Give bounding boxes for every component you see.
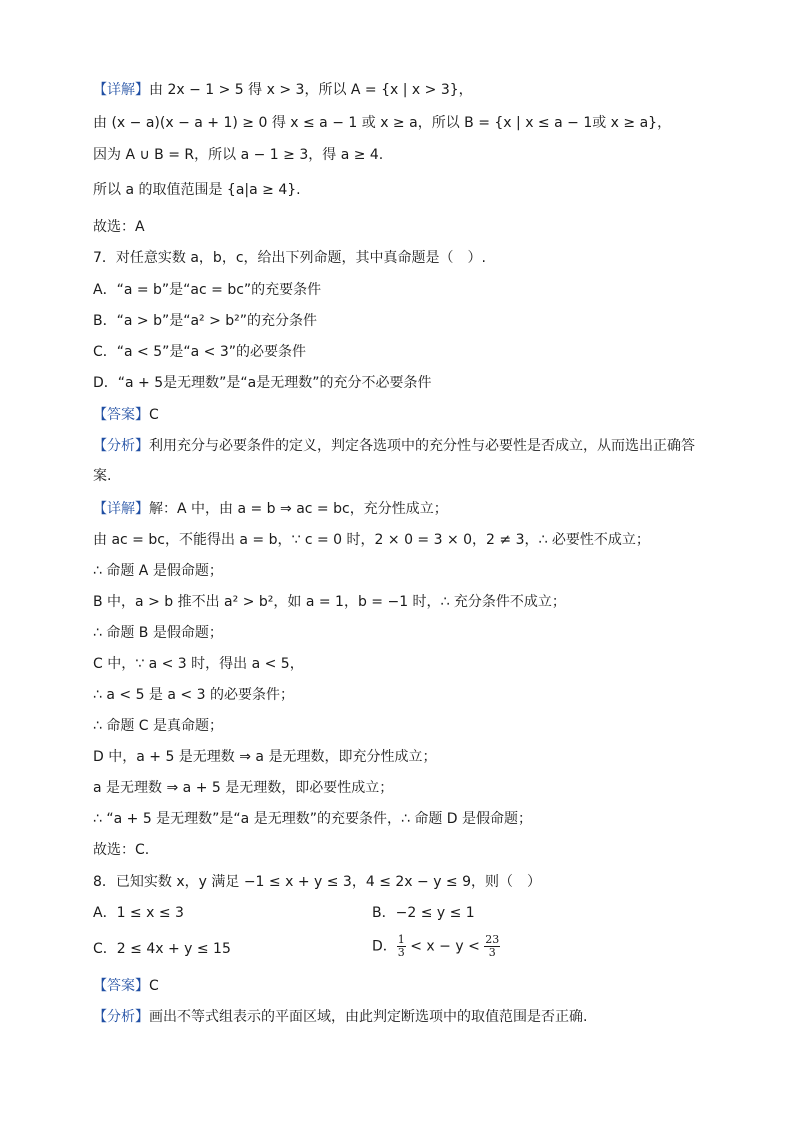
line-text: 故选：C. — [93, 842, 150, 858]
line-text: 解：A 中，由 a = b ⇒ ac = bc，充分性成立； — [149, 501, 448, 517]
question-7-option-c — [93, 342, 306, 362]
question-7-stem — [93, 248, 486, 268]
section-tag: 【详解】 — [93, 501, 149, 517]
detail-line-11 — [93, 809, 532, 829]
line-text: C 中，∵ a < 3 时，得出 a < 5， — [93, 656, 304, 672]
line-text: 画出不等式组表示的平面区域，由此判定断选项中的取值范围是否正确. — [149, 1009, 588, 1025]
answer-line — [93, 405, 159, 425]
line-text: C — [149, 978, 159, 994]
detail-line-1 — [93, 499, 448, 519]
fraction-numerator: 23 — [485, 933, 500, 946]
solution-line-4 — [93, 180, 301, 200]
line-text: A．1 ≤ x ≤ 3 — [93, 905, 184, 921]
solution-line-1 — [93, 80, 473, 100]
detail-line-12 — [93, 840, 149, 860]
detail-line-5 — [93, 623, 223, 643]
detail-line-10 — [93, 778, 393, 798]
solution-line-3 — [93, 145, 383, 165]
question-7-option-d — [93, 373, 432, 393]
line-text: ∴ “a + 5 是无理数”是“a 是无理数”的充要条件，∴ 命题 D 是假命题； — [93, 811, 533, 827]
detail-line-4 — [93, 592, 566, 612]
section-tag: 【分析】 — [93, 438, 149, 454]
line-text: 因为 A ∪ B = R，所以 a − 1 ≥ 3，得 a ≥ 4. — [93, 147, 384, 163]
detail-line-3 — [93, 561, 223, 581]
answer-choice-line — [93, 217, 145, 237]
line-text: ∴ a < 5 是 a < 3 的必要条件； — [93, 687, 294, 703]
line-text: B 中，a > b 推不出 a² > b²，如 a = 1，b = −1 时，∴ 充分条件不成立； — [93, 594, 566, 610]
question-8-stem — [93, 872, 541, 892]
detail-line-7 — [93, 685, 294, 705]
fraction-twentythree-thirds — [484, 934, 500, 959]
analysis-line-8 — [93, 1007, 587, 1027]
line-text: C．“a < 5”是“a < 3”的必要条件 — [93, 344, 307, 360]
line-text: a 是无理数 ⇒ a + 5 是无理数，即必要性成立； — [93, 780, 394, 796]
solution-line-2 — [93, 113, 671, 133]
line-text: C — [149, 407, 159, 423]
line-text: B．“a > b”是“a² > b²”的充分条件 — [93, 313, 318, 329]
line-text: 所以 a 的取值范围是 {a|a ≥ 4}. — [93, 182, 301, 198]
line-text: ∴ 命题 B 是假命题； — [93, 625, 223, 641]
question-8-option-a — [93, 903, 184, 923]
line-text: 由 ac = bc，不能得出 a = b，∵ c = 0 时，2 × 0 = 3 × 0，2 ≠ 3，∴ 必要性不成立； — [93, 532, 650, 548]
line-text: 7．对任意实数 a，b，c，给出下列命题，其中真命题是（ ）. — [93, 250, 486, 266]
analysis-line-1 — [93, 436, 695, 456]
question-8-option-b — [372, 903, 475, 923]
line-text: ∴ 命题 A 是假命题； — [93, 563, 223, 579]
detail-line-2 — [93, 530, 650, 550]
fraction-denominator: 3 — [488, 946, 496, 959]
line-text: D．“a + 5是无理数”是“a是无理数”的充分不必要条件 — [93, 375, 432, 391]
detail-line-6 — [93, 654, 304, 674]
line-text: A．“a = b”是“ac = bc”的充要条件 — [93, 282, 322, 298]
question-8-option-c — [93, 939, 231, 959]
line-text: 由 (x − a)(x − a + 1) ≥ 0 得 x ≤ a − 1 或 x ≥ a，所以 B = {x | x ≤ a − 1或 x ≥ a}， — [93, 115, 672, 131]
line-text: B．−2 ≤ y ≤ 1 — [372, 905, 475, 921]
line-text: 由 2x − 1 > 5 得 x > 3，所以 A = {x | x > 3}， — [149, 82, 473, 98]
section-tag: 【答案】 — [93, 978, 149, 994]
line-text: 8．已知实数 x，y 满足 −1 ≤ x + y ≤ 3，4 ≤ 2x − y ≤ 9，则（ ） — [93, 874, 542, 890]
line-text: 利用充分与必要条件的定义，判定各选项中的充分性与必要性是否成立，从而选出正确答 — [149, 438, 695, 454]
question-7-option-b — [93, 311, 317, 331]
section-tag: 【答案】 — [93, 407, 149, 423]
fraction-denominator: 3 — [397, 946, 405, 959]
question-8-option-d — [372, 934, 500, 959]
detail-line-8 — [93, 716, 223, 736]
line-text: 故选：A — [93, 219, 145, 235]
option-middle: < x − y < — [410, 938, 480, 955]
answer-line-8 — [93, 976, 159, 996]
fraction-numerator: 1 — [397, 933, 405, 946]
question-7-option-a — [93, 280, 321, 300]
option-prefix: D． — [372, 938, 397, 955]
section-tag: 【详解】 — [93, 82, 149, 98]
line-text: D 中，a + 5 是无理数 ⇒ a 是无理数，即充分性成立； — [93, 749, 437, 765]
analysis-line-2 — [93, 466, 111, 486]
line-text: ∴ 命题 C 是真命题； — [93, 718, 224, 734]
line-text: 案. — [93, 468, 112, 484]
fraction-one-third — [397, 934, 406, 959]
line-text: C．2 ≤ 4x + y ≤ 15 — [93, 941, 231, 957]
detail-line-9 — [93, 747, 436, 767]
section-tag: 【分析】 — [93, 1009, 149, 1025]
